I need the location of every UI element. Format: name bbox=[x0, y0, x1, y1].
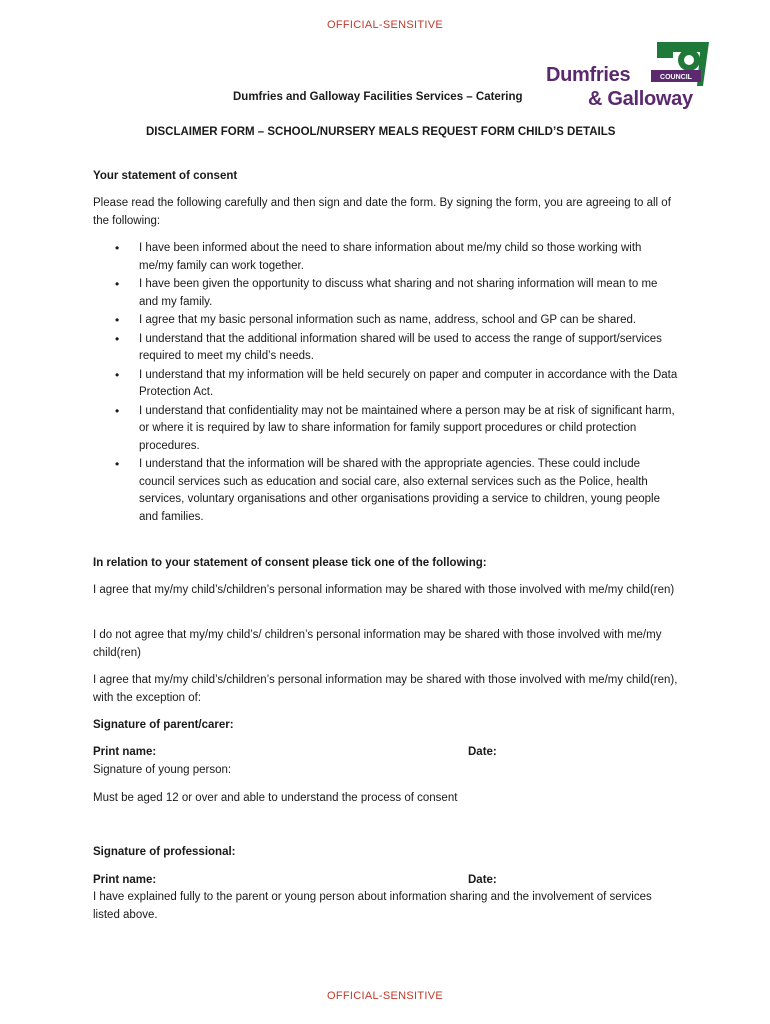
logo-text-galloway: & Galloway bbox=[588, 88, 693, 110]
classification-footer: OFFICIAL-SENSITIVE bbox=[326, 990, 444, 1002]
parent-print-row bbox=[93, 744, 678, 762]
list-item: • I understand that the information will be shared with the appropriate agencies. These could include council services such as education and social care, also external services such as the Police, health services, voluntary organisations and other organisations providing a service to children, young people and families. bbox=[93, 456, 678, 526]
org-title: Dumfries and Galloway Facilities Services – Catering bbox=[233, 91, 523, 103]
date-label: Date: bbox=[468, 746, 497, 758]
consent-option-exception[interactable]: I agree that my/my child’s/children’s personal information may be shared with those involved with me/my child(ren), with the exception of: bbox=[93, 674, 678, 704]
date-label: Date: bbox=[468, 874, 497, 886]
print-name-label: Print name: bbox=[93, 746, 157, 758]
young-person-signature: Signature of young person: bbox=[93, 764, 232, 776]
choice-heading: In relation to your statement of consent please tick one of the following: bbox=[93, 557, 487, 569]
consent-list bbox=[93, 240, 678, 527]
list-item: • I understand that confidentiality may not be maintained where a person may be at risk of significant harm, or where it is required by law to share information for family support procedures or child protection procedures. bbox=[93, 403, 678, 456]
council-badge-text: COUNCIL bbox=[660, 74, 692, 81]
council-logo bbox=[546, 38, 711, 113]
council-emblem-icon bbox=[651, 38, 709, 86]
parent-signature-heading: Signature of parent/carer: bbox=[93, 719, 234, 731]
print-name-label: Print name: bbox=[93, 874, 157, 886]
consent-option-agree[interactable]: I agree that my/my child’s/children’s personal information may be shared with those involved with me/my child(ren) bbox=[93, 584, 675, 596]
professional-note: I have explained fully to the parent or young person about information sharing and the involvement of services listed above. bbox=[93, 891, 652, 921]
classification-header: OFFICIAL-SENSITIVE bbox=[326, 19, 444, 31]
consent-heading: Your statement of consent bbox=[93, 170, 238, 182]
logo-text-dumfries: Dumfries bbox=[546, 64, 631, 86]
professional-signature-heading: Signature of professional: bbox=[93, 846, 236, 858]
list-item: • I have been informed about the need to share information about me/my child so those working with me/my family can work together. bbox=[93, 240, 678, 275]
list-item: • I understand that my information will be held securely on paper and computer in accordance with the Data Protection Act. bbox=[93, 367, 678, 402]
form-title: DISCLAIMER FORM – SCHOOL/NURSERY MEALS REQUEST FORM CHILD’S DETAILS bbox=[146, 126, 616, 138]
professional-print-row bbox=[93, 872, 678, 890]
list-item: • I understand that the additional information shared will be used to access the range of support/services required to meet my child’s needs. bbox=[93, 331, 678, 366]
consent-intro: Please read the following carefully and then sign and date the form. By signing the form, you are agreeing to all of the following: bbox=[93, 197, 671, 227]
list-item: • I have been given the opportunity to discuss what sharing and not sharing information will mean to me and my family. bbox=[93, 276, 678, 311]
list-item: • I agree that my basic personal information such as name, address, school and GP can be shared. bbox=[93, 312, 678, 330]
age-note: Must be aged 12 or over and able to understand the process of consent bbox=[93, 792, 458, 804]
consent-option-disagree[interactable]: I do not agree that my/my child’s/ children’s personal information may be shared with those involved with me/my child(ren) bbox=[93, 629, 662, 659]
